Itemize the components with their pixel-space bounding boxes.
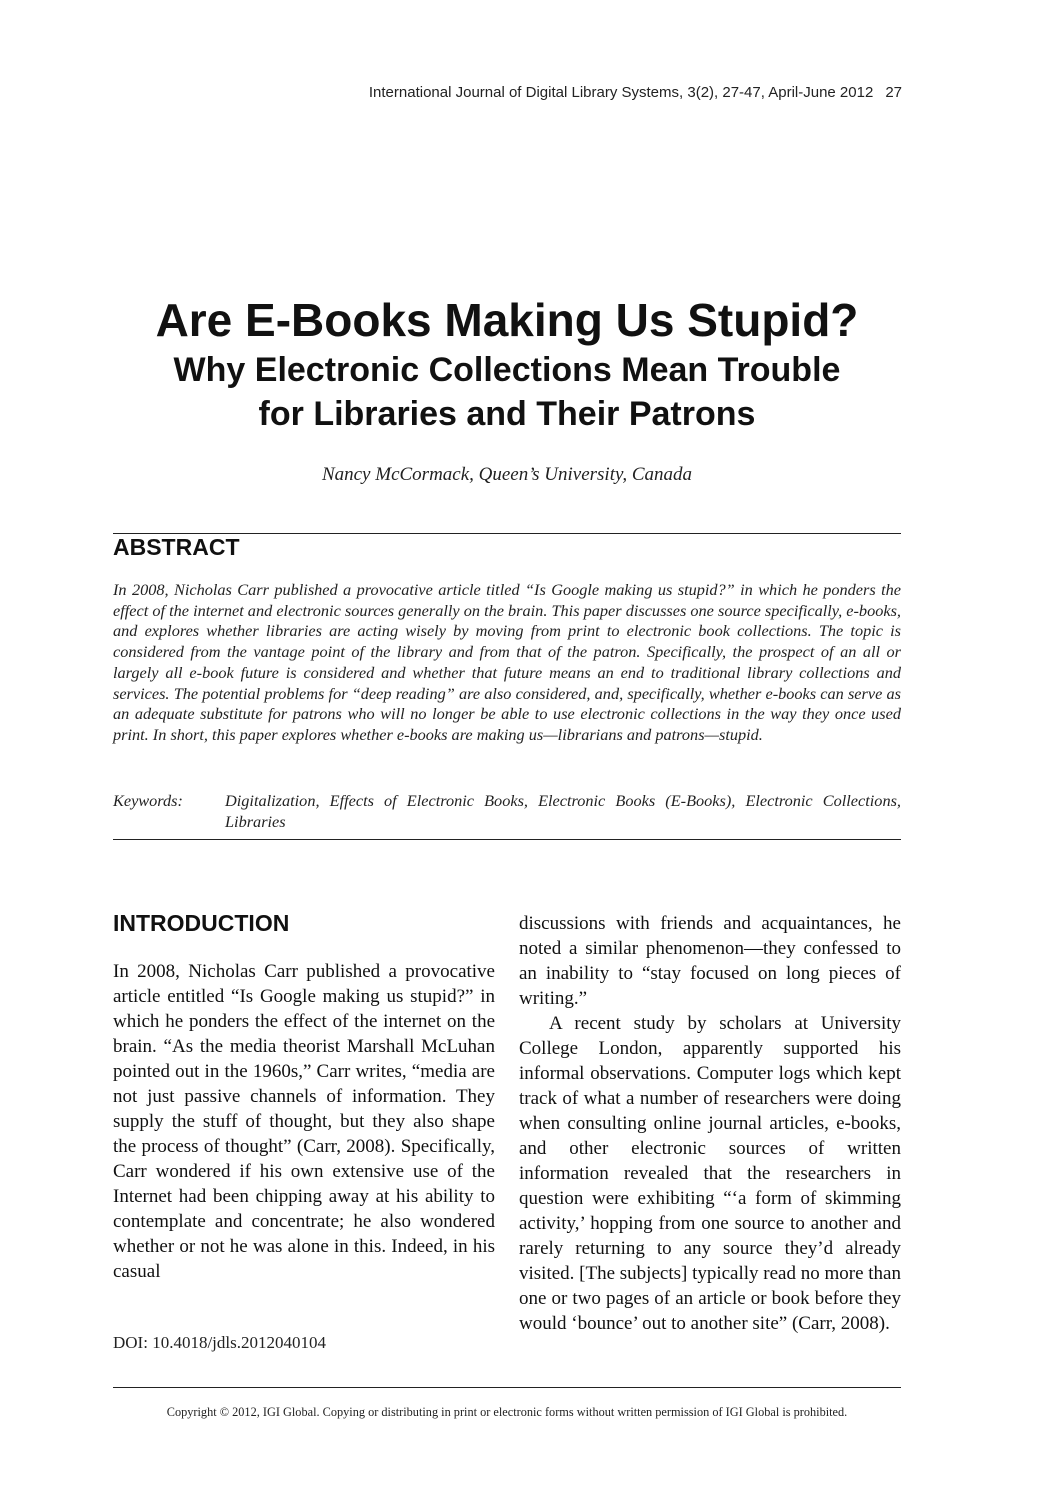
article-subtitle-line-2: for Libraries and Their Patrons [258, 395, 756, 433]
article-subtitle-line-1: Why Electronic Collections Mean Trouble [173, 351, 841, 389]
abstract-text: In 2008, Nicholas Carr published a provocative article titled “Is Google making us stupid?” in which he ponders the effect of the internet and electronic sources generally on the brain. This paper discusses one source specifically, e-books, and explores whether libraries are acting wisely by moving from print to electronic book collections. The topic is considered from the vantage point of the library and from that of the patron. Specifically, the prospect of an all or largely all e-book future is considered and whether that future means an end to traditional library collections and services. The potential problems for “deep reading” are also considered, and, specifically, whether e-books can serve as an adequate substitute for patrons who will no longer be able to use electronic collections in the way they once used print. In short, this paper explores whether e-books are making us—librarians and patrons—stupid. [113, 580, 901, 744]
keywords-bottom-rule [113, 839, 901, 840]
doi: DOI: 10.4018/jdls.2012040104 [113, 1333, 326, 1352]
running-head [369, 84, 902, 101]
introduction-paragraph-1: In 2008, Nicholas Carr published a provocative article entitled “Is Google making us stupid?” in which he ponders the effect of the internet on the brain. “As the media theorist Marshall McLuhan pointed out in the 1960s,” Carr writes, “media are not just passive channels of information. They supply the stuff of thought, but they also shape the process of thought” (Carr, 2008). Specifically, Carr wondered if his own extensive use of the Internet had been chipping away at his ability to contemplate and concentrate; he also wondered whether or not he was alone in this. Indeed, in his casual [113, 961, 495, 1282]
abstract-heading: ABSTRACT [113, 534, 240, 560]
introduction-paragraph-1-continued: discussions with friends and acquaintances, he noted a similar phenomenon—they confessed to an inability to “stay focused on long pieces of writing.” [519, 913, 901, 1009]
keywords-values: Digitalization, Effects of Electronic Books, Electronic Books (E-Books), Electronic Collections, Libraries [225, 791, 901, 831]
introduction-heading: INTRODUCTION [113, 910, 290, 936]
footer-rule [113, 1387, 901, 1388]
right-column [519, 911, 901, 1336]
article-title: Are E-Books Making Us Stupid? [155, 294, 859, 346]
introduction-paragraph-2: A recent study by scholars at University College London, apparently supported his informal observations. Computer logs which kept track of what a number of researchers were doing when consulting online journal articles, e-books, and other electronic sources of written information revealed that the researchers in question were exhibiting “‘a form of skimming activity,’ hopping from one source to another and rarely returning to any source they’d already visited. [The subjects] typically read no more than one or two pages of an article or book before they would ‘bounce’ out to another site” (Carr, 2008). [519, 1013, 901, 1334]
article-title-block [113, 292, 901, 436]
author-affiliation: Nancy McCormack, Queen’s University, Canada [321, 464, 693, 485]
left-column [113, 908, 495, 1284]
page-number: 27 [885, 84, 902, 101]
keywords [113, 790, 901, 832]
journal-citation: International Journal of Digital Library Systems, 3(2), 27-47, April-June 2012 [368, 84, 874, 101]
copyright-notice: Copyright © 2012, IGI Global. Copying or distributing in print or electronic forms without written permission of IGI Global is prohibited. [166, 1405, 848, 1419]
keywords-label: Keywords: [113, 791, 183, 810]
